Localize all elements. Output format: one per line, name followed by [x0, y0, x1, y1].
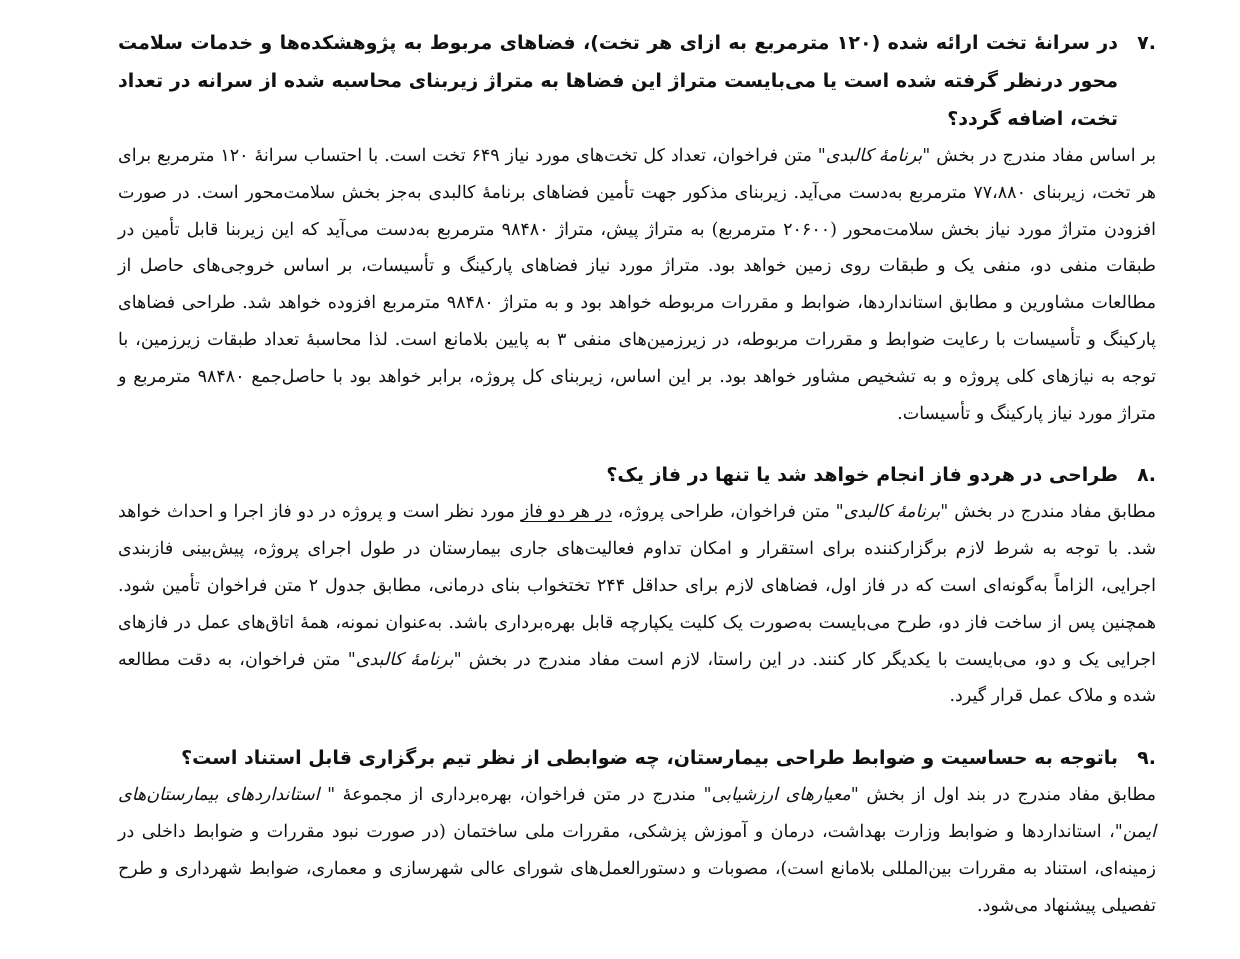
answer-underlined-phrase: در هر دو فاز — [520, 502, 612, 523]
answer-text: " مندرج در متن فراخوان، بهره‌برداری از مجموعۀ " — [319, 785, 712, 806]
answer-italic-reference: برنامۀ کالبدی — [825, 146, 923, 166]
answer-italic-reference: استانداردهای بیمارستان‌های ایمن — [118, 785, 1156, 842]
answer-text: "، استانداردها و ضوابط وزارت بهداشت، درمان و آموزش پزشکی، مقررات ملی ساختمان (در صورت نبود مقررات و ضوابط داخلی در زمینه‌ای، استناد به مقررات بین‌المللی بلامانع است)، مصوبات و دستورالعمل‌های شورای عالی شهرسازی و معماری، ضوابط شهرداری و طرح تفصیلی پیشنهاد می‌شود. — [118, 821, 1156, 916]
answer-italic-reference: برنامۀ کالبدی — [355, 649, 454, 670]
question-9 — [118, 739, 1156, 924]
answer-text: مورد نظر است و پروژه در دو فاز اجرا و احداث خواهد شد. با توجه به شرط لازم برگزارکننده برای استقرار و امکان تداوم فعالیت‌های جاری بیمارستان در طول اجرای پروژه، پیش‌بینی فازبندی اجرایی، الزاماً به‌گونه‌ای است که در فاز اول، فضاهای لازم برای حداقل ۲۴۴ تختخواب بنای درمانی، مطابق جدول ۲ متن فراخوان تأمین شود. همچنین پس از ساخت فاز دو، طرح می‌بایست به‌صورت یک کلیت یکپارچه قابل بهره‌برداری باشد. به‌عنوان نمونه، همۀ اتاق‌های عمل در فازهای اجرایی یک و دو، می‌بایست با یکدیگر کار کنند. در این راستا، لازم است مفاد مندرج در بخش " — [118, 502, 1157, 670]
question-9-title: باتوجه به حساسیت و ضوابط طراحی بیمارستان، چه ضوابطی از نظر تیم برگزاری قابل استناد است؟ — [181, 747, 1118, 770]
question-9-number: .۹ — [1137, 747, 1156, 770]
question-8-answer — [118, 494, 1156, 715]
question-8-heading — [118, 456, 1156, 494]
answer-text: مطابق مفاد مندرج در بخش " — [940, 502, 1156, 523]
question-9-answer — [118, 777, 1156, 924]
question-8 — [118, 456, 1156, 715]
question-7-title: در سرانۀ تخت ارائه شده (۱۲۰ مترمربع به ازای هر تخت)، فضاهای مربوط به پژوهشکده‌ها و خدمات سلامت محور درنظر گرفته شده است یا می‌بایست متراژ این فضاها به متراژ زیربنای محاسبه شده از سرانه در تعداد تخت، اضافه گردد؟ — [118, 32, 1118, 130]
answer-italic-reference: معیارهای ارزشیابی — [711, 785, 851, 806]
question-7 — [118, 24, 1156, 432]
answer-italic-reference: برنامۀ کالبدی — [843, 502, 941, 523]
answer-text: " متن فراخوان، طراحی پروژه، — [611, 502, 844, 523]
question-7-answer — [118, 138, 1156, 432]
question-9-heading — [118, 739, 1156, 777]
answer-text: مطابق مفاد مندرج در بند اول از بخش " — [850, 785, 1156, 806]
question-7-heading — [118, 24, 1156, 138]
answer-text: بر اساس مفاد مندرج در بخش " — [922, 146, 1156, 166]
answer-text: " متن فراخوان، به دقت مطالعه شده و ملاک عمل قرار گیرد. — [118, 649, 1156, 707]
question-7-number: .۷ — [1137, 32, 1156, 54]
question-8-title: طراحی در هردو فاز انجام خواهد شد یا تنها در فاز یک؟ — [606, 464, 1118, 487]
answer-text: " متن فراخوان، تعداد کل تخت‌های مورد نیاز ۶۴۹ تخت است. با احتساب سرانۀ ۱۲۰ مترمربع برای هر تخت، زیربنای ۷۷،۸۸۰ مترمربع به‌دست می‌آید. زیربنای مذکور جهت تأمین فضاهای برنامۀ کالبدی به‌جز بخش سلامت‌محور است. در صورت افزودن متراژ مورد نیاز بخش سلامت‌محور (۲۰۶۰۰ مترمربع) به متراژ پیش، متراژ ۹۸۴۸۰ مترمربع به‌دست می‌آید که این زیربنا قابل تأمین در طبقات منفی دو، منفی یک و طبقات روی زمین خواهد بود. متراژ مورد نیاز فضاهای پارکینگ و تأسیسات، بر اساس خروجی‌های حاصل از مطالعات مشاورین و مطابق استانداردها، ضوابط و مقررات مربوطه خواهد بود و به متراژ ۹۸۴۸۰ مترمربع افزوده خواهد شد. طراحی فضاهای پارکینگ و تأسیسات با رعایت ضوابط و مقررات مربوطه، در زیرزمین‌های منفی ۳ به پایین بلامانع است. لذا محاسبۀ تعداد طبقات زیرزمین، با توجه به نیازهای کلی پروژه و به تشخیص مشاور خواهد بود. بر این اساس، زیربنای کل پروژه، برابر خواهد بود با حاصل‌جمع ۹۸۴۸۰ مترمربع و متراژ مورد نیاز پارکینگ و تأسیسات. — [118, 146, 1157, 424]
faq-document — [118, 24, 1156, 948]
question-8-number: .۸ — [1137, 464, 1156, 487]
